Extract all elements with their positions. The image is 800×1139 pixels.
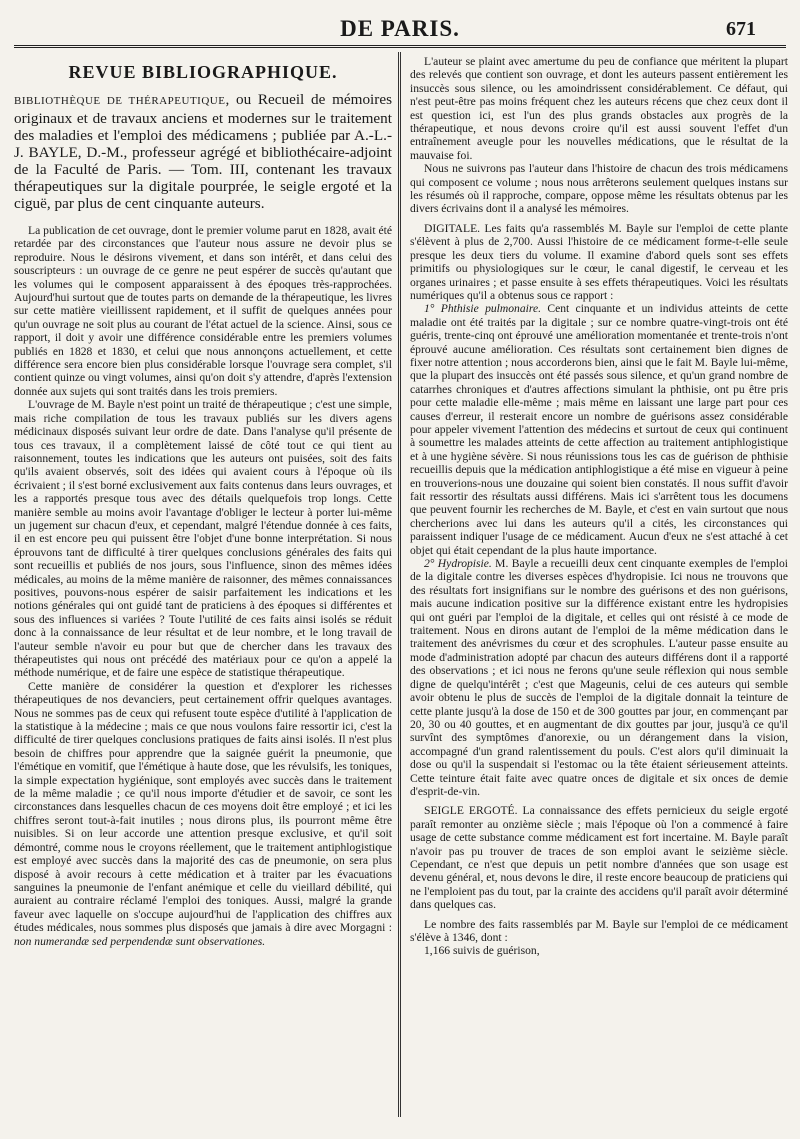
right-column <box>410 55 788 958</box>
left-column <box>14 55 392 948</box>
bibliography-entry <box>14 91 392 212</box>
paragraph: 1,166 suivis de guérison, <box>424 944 540 958</box>
page-header <box>14 16 786 46</box>
paragraph-text: Cent cinquante et un individus atteints de cette maladie ont été traités par la digitale ; sur ce nombre quatre-vingt-trois ont été guéris, trente-cinq ont éprouvé une amélioration momentanée et trente-trois n'ont éprouvé aucune amélioration. Ces résultats sont certainement bien dignes de fixer notre attention ; nous accorderons bien, ainsi que le fait M. Bayle lui-même, que la plupart des insuccès ont été passés sous silence, et qu'un grand nombre de catarrhes chroniques et d'autres affections simulant la phthisie, ont pu être pris pour cette maladie elle-même ; mais même en laissant une large part pour ces causes d'erreur, il resterait encore un nombre de guérisons assez considérable pour appeler vivement l'attention des médecins et surtout de ceux qui continuent à soumettre les malades atteints de cette affection au traitement antiphlogistique et à une hygiène sévère. Si nous réunissions tous les cas de guérison de phthisie recueillis depuis que la médication antiphlogistique a été mise en vigueur à peine en trouverions-nous une douzaine qui soient bien constatés. Il nous suffit d'avoir fait ressortir des résultats aussi différens. Mais ici s'arrêtent tous les documens que peuvent fournir les recherches de M. Bayle, et c'est en vain surtout que nous chercherions avec lui dans les auteurs qu'il a cités, les circonstances qui paraissent indiquer l'usage de ce médicament. Aucun d'eux ne s'est attaché à cet objet qui était cependant de la plus haute importance. <box>410 302 788 557</box>
paragraph-text: La connaissance des effets pernicieux du seigle ergoté paraît remonter au onzième siècle ; mais l'époque où l'on a commencé à faire usage de cette substance comme médicament est fort incertaine. M. Bayle paraît n'avoir pas pu trouver de traces de son emploi avant le seizième siècle. Cependant, ce n'est que depuis un petit nombre d'années que son usage est devenu général, et, nous devons le dire, il reste encore beaucoup de praticiens qui ne l'emploient pas du tout, par la crainte des accidens qu'il paraît avoir déterminé dans quelques cas. <box>410 804 789 912</box>
paragraph: Le nombre des faits rassemblés par M. Bayle sur l'emploi de ce médicament s'élève à 1346, dont : <box>410 917 788 944</box>
latin-quote: non numerandæ sed perpendendæ sunt observationes. <box>14 934 266 948</box>
subsection-label: SEIGLE ERGOTÉ. <box>424 804 518 818</box>
paragraph-phthisie <box>410 302 788 557</box>
paragraph-text: Les faits qu'a rassemblés M. Bayle sur l'emploi de cette plante s'élèvent à plus de 2,700. Aussi l'histoire de ce médicament forme-t-elle seule presque les deux tiers du volume. Il examine d'abord quels sont ses effets primitifs ou physiologiques sur le cœur, le canal digestif, le cerveau et les organes urinaires ; et passe ensuite à ses effets thérapeutiques. Voici les résultats numériques qu'il a obtenus sous ce rapport : <box>410 221 788 302</box>
entry-lead: BIBLIOTHÈQUE DE THÉRAPEUTIQUE <box>14 95 226 107</box>
paragraph: L'auteur se plaint avec amertume du peu de confiance que méritent la plupart des relevés que contient son ouvrage, et dont les auteurs passent entièrement les insuccès sous silence, ou les amoindrissent considérablement. Ce défaut, qui n'est peut-être pas moins fréquent chez les auteurs récens que chez ceux dont il est question ici, est l'un des plus grands obstacles aux progrès de la thérapeutique, et nous devons croire qu'il est aussi souvent l'effet d'un entraînement aveugle pour les nouvelles médications, que le résultat de la mauvaise foi. <box>410 55 788 162</box>
paragraph: Nous ne suivrons pas l'auteur dans l'histoire de chacun des trois médicamens qui composent ce volume ; nous nous arrêterons seulement quelques instans sur les résumés où il rapproche, compare, oppose même les résultats obtenus par les divers écrivains dont il a analysé les mémoires. <box>410 162 788 216</box>
section-title: REVUE BIBLIOGRAPHIQUE. <box>68 62 338 82</box>
running-title: DE PARIS. <box>340 16 460 41</box>
page-number: 671 <box>726 18 756 40</box>
header-rule <box>14 45 786 48</box>
paragraph: La publication de cet ouvrage, dont le premier volume parut en 1828, avait été retardée par des circonstances que l'auteur nous assure ne devoir plus se reproduire. Nous le désirons vivement, et dans son intérêt, et dans celui des souscripteurs : un ouvrage de ce genre ne peut espérer de succès qu'autant que les volumes qui le composent apparaissent à des époques très-rapprochées. Aujourd'hui surtout que de toutes parts on demande de la thérapeutique, les livres sur cette matière vieillissent rapidement, et il suffit de quelques années pour qu'un ouvrage ne soit plus au courant de l'état actuel de la science. Ainsi, sous ce rapport, il doit y avoir une différence considérable entre les premiers volumes publiés en 1828 et 1830, et celui que nous annonçons actuellement, et cette différence sera encore bien plus considérable lorsque l'ouvrage sera complet, s'il contient quinze ou vingt volumes, ainsi qu'on doit s'y attendre, d'après l'extension donnée aux sujets qui sont traités dans les trois premiers. <box>14 224 392 398</box>
entry-text: , ou Recueil de mémoires originaux et de travaux anciens et modernes sur le traitement des maladies et l'emploi des médicamens ; publiée par A.-L.-J. BAYLE, D.-M., professeur agrégé et bibliothécaire-adjoint de la Faculté de Paris. — Tom. III, contenant les travaux thérapeutiques sur la digitale pourprée, le seigle ergoté et la ciguë, par plus de cent cinquante auteurs. <box>14 91 392 212</box>
column-divider <box>398 52 401 1117</box>
subsection-label: 2° Hydropisie. <box>424 557 492 571</box>
paragraph: L'ouvrage de M. Bayle n'est point un traité de thérapeutique ; c'est une simple, mais riche compilation de tous les travaux publiés sur les divers agens médicinaux disposés suivant leur ordre de date. Dans l'analyse qu'il présente de tous ces travaux, il a complètement laissé de côté tout ce qui tient au raisonnement, toutes les indications que les auteurs ont puisées, soit des faits qu'ils avaient observés, soit des idées qui avaient cours à l'époque où ils écrivaient ; il s'est borné exclusivement aux faits contenus dans leurs ouvrages, et les a rapportés presque tous avec des détails quelquefois trop longs. Cette manière semble au moins avoir l'avantage d'obliger le lecteur à porter lui-même un jugement sur chacun d'eux, et cependant, malgré l'étendue donnée à ces faits, il en est encore peu qui puissent être l'objet d'une bonne interprétation. Si nous éprouvons tant de difficulté à tirer quelques conclusions générales des faits qui sont recueillis et publiés de nos jours, sous l'influence, sinon des mêmes idées médicales, au moins de la même manière de raisonner, des mêmes connaissances positives, pouvons-nous espérer de saisir parfaitement les indications et les notions générales qui ont guidé tant de praticiens à des époques si différentes et sous des influences si variées ? Toute l'utilité de ces faits ainsi isolés se réduit donc à la connaissance de leur résultat et de leur nombre, et le long travail de l'auteur semble n'avoir eu pour but que de chercher dans les travaux des thérapeutistes qui nous ont précédé des matériaux pour ce qu'on a appelé la méthode numérique, et de faire une espèce de statistique thérapeutique. <box>14 398 392 680</box>
subsection-label: 1° Phthisie pulmonaire. <box>424 302 542 316</box>
subsection-label: DIGITALE. <box>424 221 481 235</box>
paragraph <box>14 680 392 948</box>
paragraph-text: Cette manière de considérer la question et d'explorer les richesses thérapeutiques de nos devanciers, peut certainement offrir quelques avantages. Nous ne sommes pas de ceux qui refusent toute espèce d'utilité à l'application de la statistique à la médecine ; mais ce que nous voulons faire ressortir ici, c'est la difficulté de tirer quelques conclusions pratiques de faits ainsi isolés. Il n'est plus besoin de chiffres pour apprendre que la saignée guérit la pneumonie, que l'émétique en vomitif, que l'émétique à haute dose, que les révulsifs, les toniques, la simple expectation hygiénique, sont employés avec succès dans le traitement de la même maladie ; ce qu'il nous importe d'étudier et de savoir, ce sont les circonstances dans lesquelles chacun de ces moyens doit être employé ; et ici les chiffres seront tout-à-fait inutiles ; nous dirons plus, ils pourront même être nuisibles. Si on leur accorde une attention presque exclusive, et qu'il soit démontré, comme nous le croyons réellement, que le traitement antiphlogistique est employé avec succès dans la majorité des cas de pneumonie, on sera plus disposé à avoir recours à cette médication et à traiter par les évacuations sanguines la pneumonie de l'enfant anémique et celle du vieillard débilité, qui auraient au contraire réclamé l'emploi des toniques. Aussi, malgré la grande faveur avec laquelle on s'occupe aujourd'hui de l'application des chiffres aux études médicales, nous sommes plus disposés que jamais à dire avec Morgagni : <box>14 679 392 935</box>
paragraph-hydropisie <box>410 557 788 798</box>
paragraph-text: M. Bayle a recueilli deux cent cinquante exemples de l'emploi de la digitale contre les diverses espèces d'hydropisie. Ici nous ne trouvons que des résultats fort insignifians sur le nombre des guérisons et des non guérisons, mais aucune indication positive sur la différence existant entre les hydropisies qui ont guéri par l'emploi de la digitale, et celles qui ont résisté à ce mode de traitement. Nous en dirons autant de l'emploi de la même médication dans le traitement des anévrismes du cœur et des scrophules. L'auteur passe ensuite au mode d'administration adopté par chacun des auteurs différens dont il a rapporté des observations ; et ici nous ne ferons qu'une seule réflexion qui nous semble digne de quelqu'intérêt ; c'est que Mageunis, celui de ces auteurs qui semble avoir obtenu le plus de succès de l'emploi de la digitale donnait la teinture de cette plante jusqu'à la dose de 150 et de 300 gouttes par jour, en commençant par 20, 30 ou 40 gouttes, et en augmentant de dix gouttes par jour, jusqu'à ce qu'il survînt des symptômes d'anorexie, ou un dérangement dans la vision, accompagné d'un grand ralentissement du pouls. C'est alors qu'il diminuait la dose ou qu'il la suspendait si l'estomac ou la tête étaient sérieusement atteints. Cette teinture était faite avec quatre onces de digitale et six onces de demie d'esprit-de-vin. <box>410 557 788 798</box>
paragraph-digitale <box>410 222 788 302</box>
paragraph-seigle <box>410 804 788 911</box>
